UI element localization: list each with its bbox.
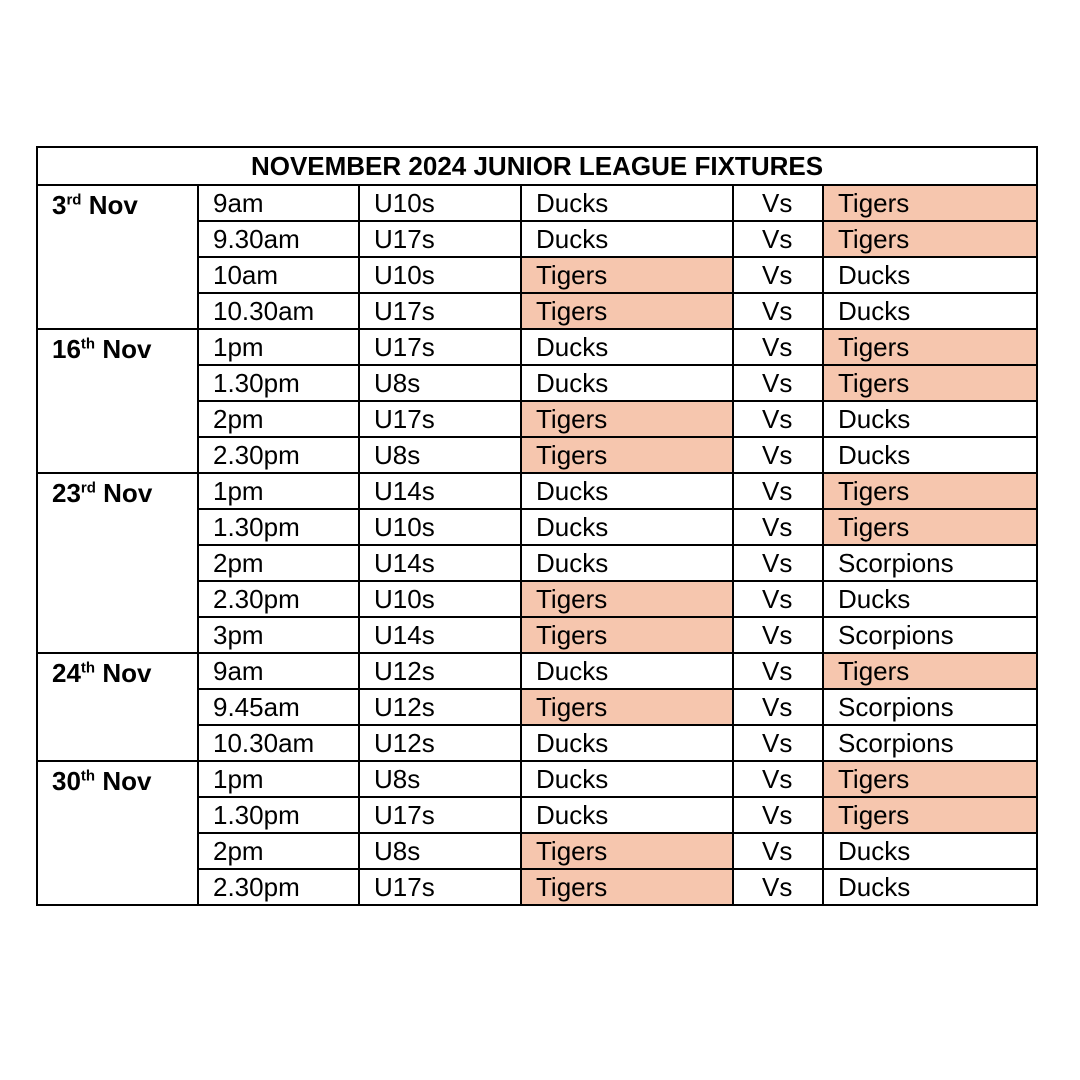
- date-day: 23: [52, 478, 81, 508]
- age-group-cell: U10s: [359, 257, 521, 293]
- away-team-cell: Ducks: [823, 293, 1037, 329]
- home-team-cell: Ducks: [521, 221, 733, 257]
- home-team-cell: Ducks: [521, 545, 733, 581]
- time-cell: 10.30am: [198, 725, 359, 761]
- vs-cell: Vs: [733, 725, 823, 761]
- date-cell: [37, 761, 198, 905]
- time-cell: 9am: [198, 185, 359, 221]
- date-cell: [37, 185, 198, 329]
- time-cell: 1pm: [198, 329, 359, 365]
- time-cell: 3pm: [198, 617, 359, 653]
- date-month: Nov: [102, 334, 152, 364]
- vs-cell: Vs: [733, 617, 823, 653]
- date-suffix: th: [80, 659, 96, 677]
- age-group-cell: U17s: [359, 401, 521, 437]
- age-group-cell: U14s: [359, 473, 521, 509]
- away-team-cell: Ducks: [823, 401, 1037, 437]
- vs-cell: Vs: [733, 437, 823, 473]
- home-team-cell: Tigers: [521, 581, 733, 617]
- age-group-cell: U8s: [359, 833, 521, 869]
- home-team-cell: Tigers: [521, 437, 733, 473]
- home-team-cell: Ducks: [521, 473, 733, 509]
- home-team-cell: Tigers: [521, 869, 733, 905]
- date-cell: [37, 473, 198, 653]
- time-cell: 2pm: [198, 545, 359, 581]
- away-team-cell: Tigers: [823, 653, 1037, 689]
- away-team-cell: Tigers: [823, 365, 1037, 401]
- date-day: 16: [52, 334, 81, 364]
- vs-cell: Vs: [733, 257, 823, 293]
- age-group-cell: U14s: [359, 545, 521, 581]
- vs-cell: Vs: [733, 797, 823, 833]
- age-group-cell: U17s: [359, 869, 521, 905]
- age-group-cell: U17s: [359, 329, 521, 365]
- title-row: [37, 147, 1037, 185]
- age-group-cell: U17s: [359, 221, 521, 257]
- vs-cell: Vs: [733, 653, 823, 689]
- date-month: Nov: [103, 478, 153, 508]
- time-cell: 1.30pm: [198, 797, 359, 833]
- home-team-cell: Ducks: [521, 509, 733, 545]
- age-group-cell: U8s: [359, 365, 521, 401]
- vs-cell: Vs: [733, 689, 823, 725]
- time-cell: 9am: [198, 653, 359, 689]
- home-team-cell: Ducks: [521, 761, 733, 797]
- time-cell: 2.30pm: [198, 869, 359, 905]
- home-team-cell: Ducks: [521, 365, 733, 401]
- time-cell: 2pm: [198, 401, 359, 437]
- vs-cell: Vs: [733, 761, 823, 797]
- vs-cell: Vs: [733, 581, 823, 617]
- fixture-row: [37, 761, 1037, 797]
- date-day: 30: [52, 766, 81, 796]
- age-group-cell: U10s: [359, 509, 521, 545]
- home-team-cell: Tigers: [521, 617, 733, 653]
- age-group-cell: U17s: [359, 797, 521, 833]
- home-team-cell: Tigers: [521, 401, 733, 437]
- date-month: Nov: [102, 658, 152, 688]
- age-group-cell: U12s: [359, 689, 521, 725]
- away-team-cell: Scorpions: [823, 545, 1037, 581]
- away-team-cell: Tigers: [823, 761, 1037, 797]
- fixture-row: [37, 329, 1037, 365]
- age-group-cell: U12s: [359, 653, 521, 689]
- home-team-cell: Tigers: [521, 833, 733, 869]
- time-cell: 9.30am: [198, 221, 359, 257]
- away-team-cell: Ducks: [823, 869, 1037, 905]
- time-cell: 10.30am: [198, 293, 359, 329]
- home-team-cell: Ducks: [521, 185, 733, 221]
- time-cell: 1.30pm: [198, 365, 359, 401]
- date-suffix: rd: [66, 191, 82, 209]
- table-title: NOVEMBER 2024 JUNIOR LEAGUE FIXTURES: [37, 147, 1037, 185]
- vs-cell: Vs: [733, 221, 823, 257]
- home-team-cell: Tigers: [521, 689, 733, 725]
- away-team-cell: Tigers: [823, 473, 1037, 509]
- away-team-cell: Scorpions: [823, 689, 1037, 725]
- age-group-cell: U17s: [359, 293, 521, 329]
- away-team-cell: Ducks: [823, 257, 1037, 293]
- fixture-row: [37, 473, 1037, 509]
- time-cell: 1.30pm: [198, 509, 359, 545]
- time-cell: 2pm: [198, 833, 359, 869]
- vs-cell: Vs: [733, 509, 823, 545]
- date-cell: [37, 329, 198, 473]
- time-cell: 1pm: [198, 473, 359, 509]
- away-team-cell: Tigers: [823, 185, 1037, 221]
- away-team-cell: Ducks: [823, 833, 1037, 869]
- date-suffix: th: [80, 335, 96, 353]
- age-group-cell: U8s: [359, 437, 521, 473]
- vs-cell: Vs: [733, 185, 823, 221]
- vs-cell: Vs: [733, 473, 823, 509]
- away-team-cell: Ducks: [823, 437, 1037, 473]
- age-group-cell: U10s: [359, 185, 521, 221]
- home-team-cell: Ducks: [521, 725, 733, 761]
- vs-cell: Vs: [733, 293, 823, 329]
- date-suffix: th: [80, 767, 96, 785]
- date-suffix: rd: [80, 479, 96, 497]
- fixture-row: [37, 185, 1037, 221]
- vs-cell: Vs: [733, 869, 823, 905]
- vs-cell: Vs: [733, 365, 823, 401]
- age-group-cell: U12s: [359, 725, 521, 761]
- time-cell: 1pm: [198, 761, 359, 797]
- vs-cell: Vs: [733, 833, 823, 869]
- time-cell: 10am: [198, 257, 359, 293]
- away-team-cell: Tigers: [823, 221, 1037, 257]
- home-team-cell: Tigers: [521, 257, 733, 293]
- date-day: 24: [52, 658, 81, 688]
- time-cell: 9.45am: [198, 689, 359, 725]
- vs-cell: Vs: [733, 329, 823, 365]
- date-month: Nov: [88, 190, 138, 220]
- away-team-cell: Scorpions: [823, 725, 1037, 761]
- home-team-cell: Ducks: [521, 797, 733, 833]
- fixtures-body: [37, 185, 1037, 905]
- fixture-row: [37, 653, 1037, 689]
- home-team-cell: Tigers: [521, 293, 733, 329]
- date-month: Nov: [102, 766, 152, 796]
- vs-cell: Vs: [733, 401, 823, 437]
- date-cell: [37, 653, 198, 761]
- away-team-cell: Tigers: [823, 797, 1037, 833]
- date-day: 3: [52, 190, 67, 220]
- away-team-cell: Scorpions: [823, 617, 1037, 653]
- away-team-cell: Ducks: [823, 581, 1037, 617]
- age-group-cell: U10s: [359, 581, 521, 617]
- home-team-cell: Ducks: [521, 653, 733, 689]
- age-group-cell: U8s: [359, 761, 521, 797]
- vs-cell: Vs: [733, 545, 823, 581]
- time-cell: 2.30pm: [198, 581, 359, 617]
- away-team-cell: Tigers: [823, 509, 1037, 545]
- fixtures-table: [36, 146, 1038, 906]
- time-cell: 2.30pm: [198, 437, 359, 473]
- age-group-cell: U14s: [359, 617, 521, 653]
- away-team-cell: Tigers: [823, 329, 1037, 365]
- home-team-cell: Ducks: [521, 329, 733, 365]
